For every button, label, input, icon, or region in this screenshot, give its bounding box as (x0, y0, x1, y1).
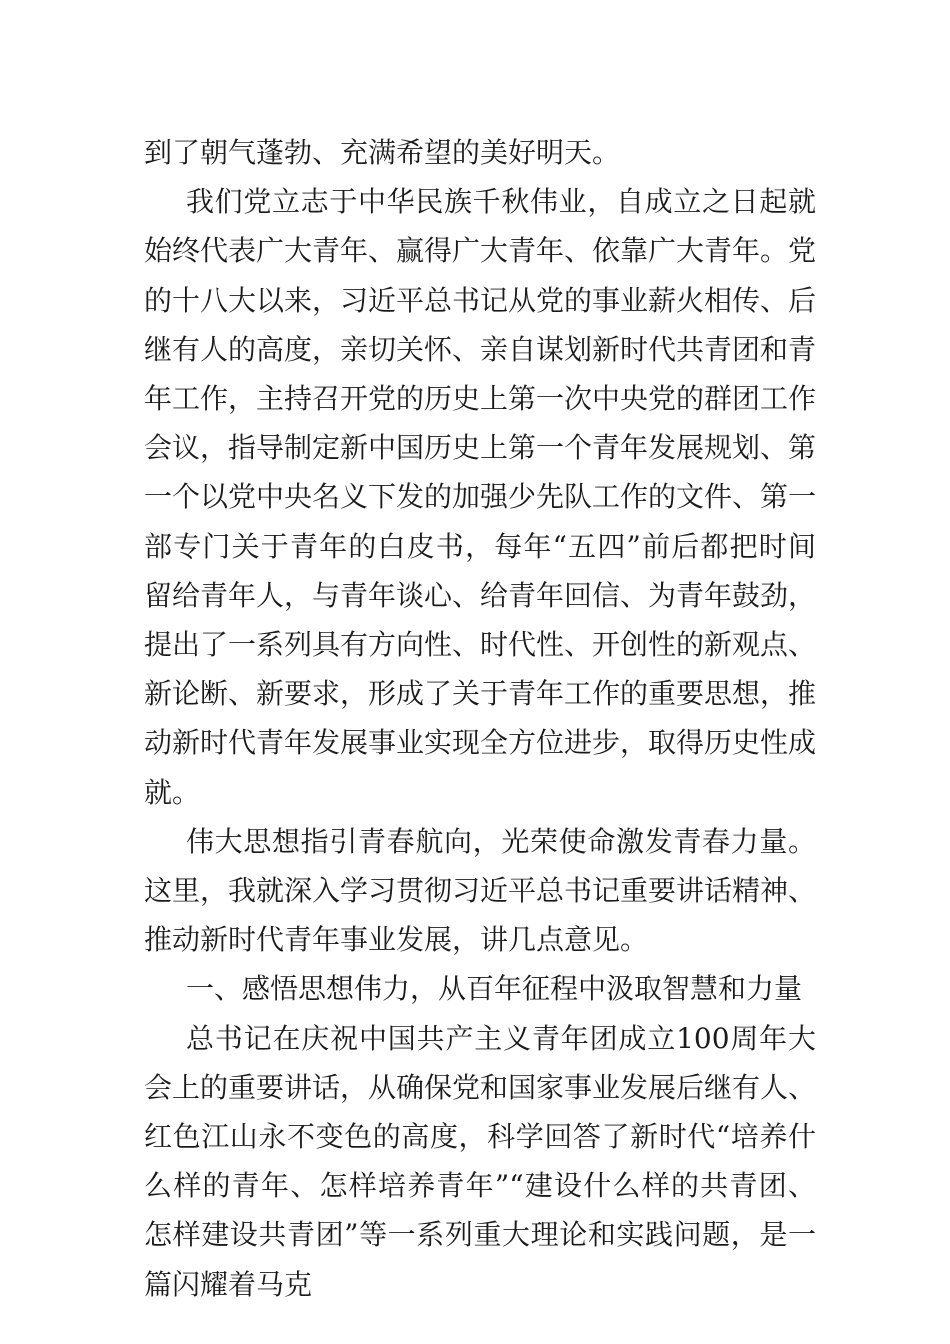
paragraph-introduction-of-opinions: 伟大思想指引青春航向，光荣使命激发青春力量。这里，我就深入学习贯彻习近平总书记重要讲话精神、推动新时代青年事业发展，讲几点意见。 (144, 824, 817, 957)
paragraph-party-youth-history: 我们党立志于中华民族千秋伟业，自成立之日起就始终代表广大青年、赢得广大青年、依靠广大青年。党的十八大以来，习近平总书记从党的事业薪火相传、后继有人的高度，亲切关怀、亲自谋划新时代共青团和青年工作，主持召开党的历史上第一次中央党的群团工作会议，指导制定新中国历史上第一个青年发展规划、第一个以党中央名义下发的加强少先队工作的文件、第一部专门关于青年的白皮书，每年“五四”前后都把时间留给青年人，与青年谈心、给青年回信、为青年鼓劲，提出了一系列具有方向性、时代性、开创性的新观点、新论断、新要求，形成了关于青年工作的重要思想，推动新时代青年发展事业实现全方位进步，取得历史性成就。 (144, 185, 817, 809)
paragraph-continuation: 到了朝气蓬勃、充满希望的美好明天。 (144, 136, 621, 169)
document-body (144, 128, 816, 1309)
section-heading-one: 一、感悟思想伟力，从百年征程中汲取智慧和力量 (186, 972, 803, 1006)
paragraph-speech-significance: 总书记在庆祝中国共产主义青年团成立100周年大会上的重要讲话，从确保党和国家事业发展后继有人、红色江山永不变色的高度，科学回答了新时代“培养什么样的青年、怎样培养青年”“建设什么样的共青团、怎样建设共青团”等一系列重大理论和实践问题，是一篇闪耀着马克 (144, 1021, 817, 1301)
